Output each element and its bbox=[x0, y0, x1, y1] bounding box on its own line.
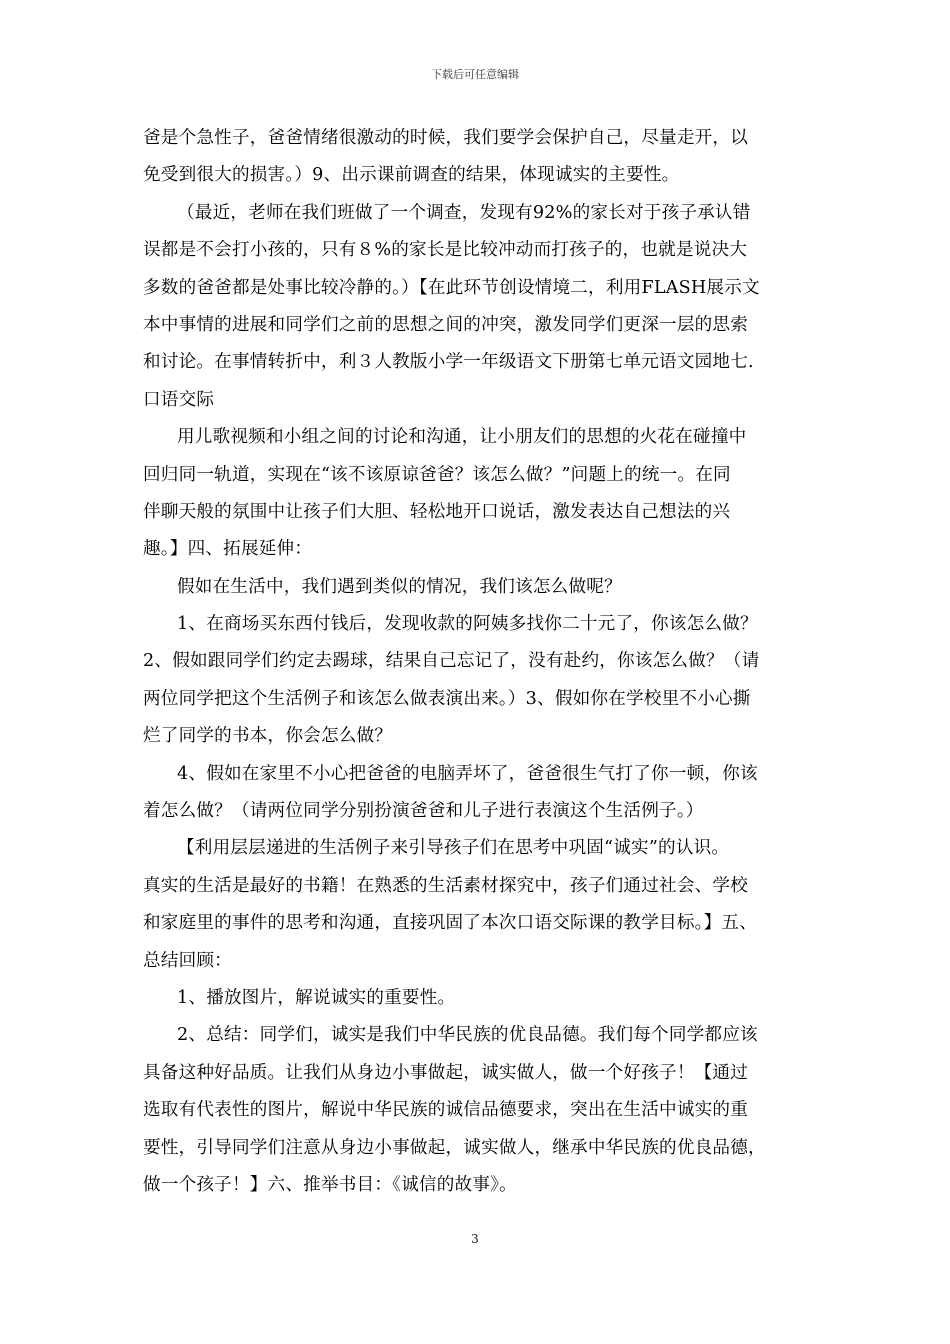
text-line: 1、播放图片，解说诚实的重要性。 bbox=[177, 987, 456, 1008]
text-line: 伴聊天般的氛围中让孩子们大胆、轻松地开口说话，激发表达自己想法的兴 bbox=[143, 501, 731, 522]
text-line: 4、假如在家里不小心把爸爸的电脑弄坏了，爸爸很生气打了你一顿，你该 bbox=[177, 763, 758, 784]
text-line: 本中事情的进展和同学们之前的思想之间的冲突，激发同学们更深一层的思索 bbox=[143, 314, 748, 335]
text-line: 做一个孩子！】六、推举书目：《诚信的故事》。 bbox=[143, 1174, 517, 1195]
text-line: 回归同一轨道，实现在“该不该原谅爸爸？该怎么做？”问题上的统一。在同 bbox=[143, 464, 731, 485]
text-line: 真实的生活是最好的书籍！在熟悉的生活素材探究中，孩子们通过社会、学校 bbox=[143, 875, 748, 896]
text-line: 具备这种好品质。让我们从身边小事做起，诚实做人，做一个好孩子！【通过 bbox=[143, 1062, 748, 1083]
text-line: 免受到很大的损害。）9、出示课前调查的结果，体现诚实的主要性。 bbox=[143, 165, 680, 186]
text-line: 多数的爸爸都是处事比较冷静的。）【在此环节创设情境二，利用FLASH展示文 bbox=[143, 277, 760, 298]
document-body bbox=[143, 120, 813, 1204]
text-line: 【利用层层递进的生活例子来引导孩子们在思考中巩固“诚实”的认识。 bbox=[177, 838, 730, 859]
page-header: 下载后可任意编辑 bbox=[431, 68, 519, 81]
text-line: 1、在商场买东西付钱后，发现收款的阿姨多找你二十元了，你该怎么做？ bbox=[177, 614, 758, 635]
text-line: 着怎么做？（请两位同学分别扮演爸爸和儿子进行表演这个生活例子。） bbox=[143, 801, 704, 822]
text-line: 烂了同学的书本，你会怎么做？ bbox=[143, 726, 393, 747]
text-line: 要性，引导同学们注意从身边小事做起，诚实做人，继承中华民族的优良品德， bbox=[143, 1137, 766, 1158]
text-line: 趣。】四、拓展延伸： bbox=[143, 539, 313, 560]
text-line: 2、总结：同学们，诚实是我们中华民族的优良品德。我们每个同学都应该 bbox=[177, 1025, 758, 1046]
text-line: 和家庭里的事件的思考和沟通，直接巩固了本次口语交际课的教学目标。】五、 bbox=[143, 913, 757, 934]
text-line: 总结回顾： bbox=[143, 950, 232, 971]
text-line: 2、假如跟同学们约定去踢球，结果自己忘记了，没有赴约，你该怎么做？（请 bbox=[143, 651, 760, 672]
text-line: 误都是不会打小孩的，只有８%的家长是比较冲动而打孩子的，也就是说决大 bbox=[143, 240, 748, 261]
text-line: 和讨论。在事情转折中，利３人教版小学一年级语文下册第七单元语文园地七. bbox=[143, 352, 754, 373]
text-line: （最近，老师在我们班做了一个调查，发现有92%的家长对于孩子承认错 bbox=[177, 202, 751, 223]
text-line: 假如在生活中，我们遇到类似的情况，我们该怎么做呢？ bbox=[177, 576, 622, 597]
text-line: 爸是个急性子，爸爸情绪很激动的时候，我们要学会保护自己，尽量走开，以 bbox=[143, 128, 748, 148]
page-number: 3 bbox=[471, 1232, 479, 1246]
text-line: 口语交际 bbox=[143, 389, 215, 410]
text-line: 选取有代表性的图片，解说中华民族的诚信品德要求，突出在生活中诚实的重 bbox=[143, 1100, 748, 1121]
text-line: 两位同学把这个生活例子和该怎么做表演出来。）3、假如你在学校里不小心撕 bbox=[143, 688, 751, 709]
text-line: 用儿歌视频和小组之间的讨论和沟通，让小朋友们的思想的火花在碰撞中 bbox=[177, 427, 747, 448]
